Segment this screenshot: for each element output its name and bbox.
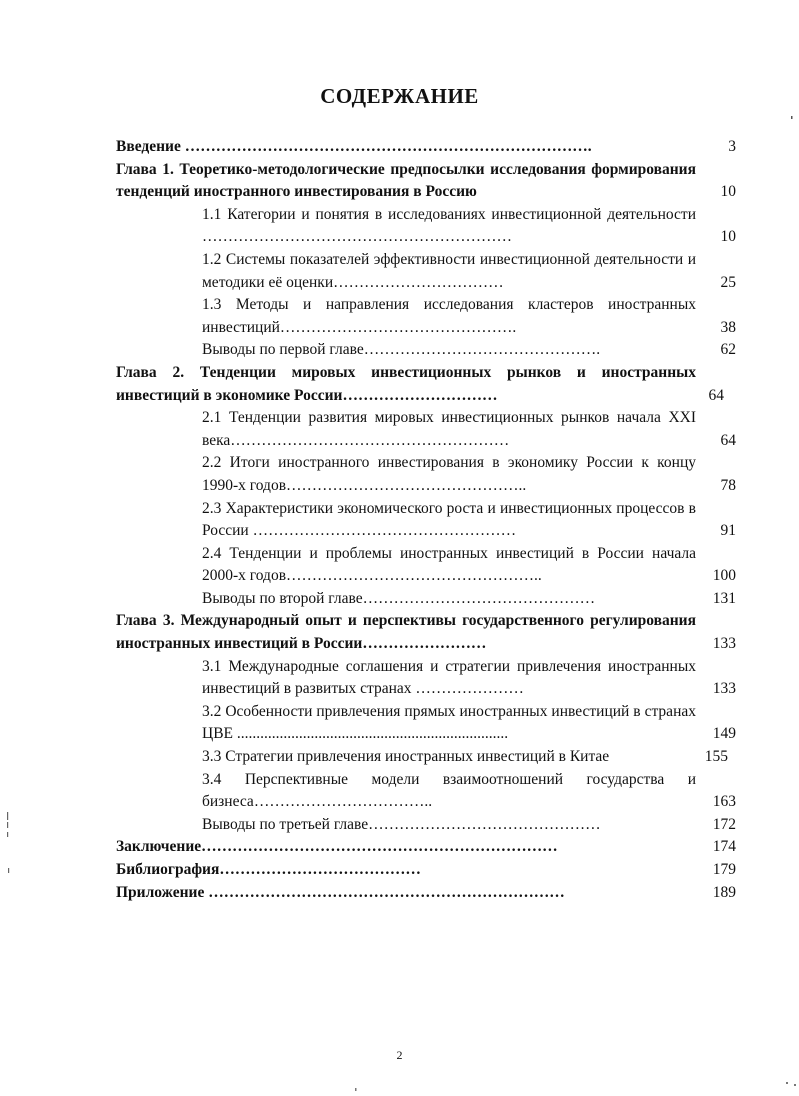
toc-entry-introduction — [116, 136, 746, 159]
toc-page-number: 174 — [712, 838, 736, 856]
toc-page-number: 163 — [712, 793, 736, 811]
table-of-contents — [116, 136, 746, 904]
toc-entry-text: Глава 1. Теоретико-методологические предпосылки исследования формирования тенденций иностранного инвестирования в Россию — [116, 160, 696, 201]
page-title: СОДЕРЖАНИЕ — [320, 84, 479, 108]
toc-entry-text: 2.2 Итоги иностранного инвестирования в экономику России к концу 1990-х годов……………………………………….. — [202, 454, 696, 494]
toc-entry-bibliography — [116, 859, 746, 882]
toc-page-number: 64 — [708, 386, 724, 404]
toc-entry-text: Приложение …………………………………………………………… — [116, 883, 565, 901]
toc-entry-section-1-2 — [116, 249, 746, 294]
toc-entry-text: 1.3 Методы и направления исследования кластеров иностранных инвестиций………………………………………. — [202, 296, 696, 336]
toc-page-number: 172 — [712, 815, 736, 833]
toc-entry-text: Выводы по первой главе………………………………………. — [202, 341, 601, 359]
toc-entry-text: Введение ……………………………………………………………………. — [116, 138, 592, 155]
toc-page-number: 100 — [712, 567, 736, 585]
toc-page-number: 189 — [712, 883, 736, 901]
toc-entry-appendix — [116, 882, 746, 905]
toc-page-number: 38 — [720, 318, 736, 336]
toc-page-number: 91 — [720, 522, 736, 540]
toc-entry-text: Выводы по второй главе……………………………………… — [202, 589, 596, 607]
toc-entry-text: Выводы по третьей главе……………………………………… — [202, 815, 601, 833]
toc-entry-conclusions-3 — [116, 814, 746, 837]
toc-entry-section-3-2 — [116, 701, 746, 746]
toc-page-number: 133 — [712, 635, 736, 653]
toc-page-number: 155 — [704, 748, 728, 766]
toc-entry-section-2-3 — [116, 498, 746, 543]
toc-entry-conclusions-2 — [116, 588, 746, 611]
toc-page-number: 62 — [720, 341, 736, 359]
toc-page-number: 133 — [712, 680, 736, 698]
toc-page-number: 10 — [720, 228, 736, 246]
toc-entry-section-3-3 — [116, 746, 746, 769]
toc-entry-section-1-1 — [116, 204, 746, 249]
toc-entry-text: Глава 2. Тенденции мировых инвестиционных рынков и иностранных инвестиций в экономике России………………………… — [116, 363, 696, 404]
toc-entry-section-3-1 — [116, 656, 746, 701]
toc-entry-section-1-3 — [116, 294, 746, 339]
toc-entry-section-2-1 — [116, 407, 746, 452]
toc-entry-text: 1.2 Системы показателей эффективности инвестиционной деятельности и методики её оценки…………………………… — [202, 250, 696, 291]
toc-entry-text: 3.2 Особенности привлечения прямых иностранных инвестиций в странах ЦВЕ ...................................................................... — [202, 702, 696, 743]
footer-page-number: 2 — [396, 1048, 403, 1062]
toc-entry-text: 2.3 Характеристики экономического роста и инвестиционных процессов в России …………………………………………… — [202, 499, 696, 540]
toc-page-number: 131 — [712, 589, 736, 607]
toc-page-number: 10 — [720, 183, 736, 201]
toc-entry-section-2-4 — [116, 543, 746, 588]
toc-entry-text: 3.4 Перспективные модели взаимоотношений государства и бизнеса…………………………….. — [202, 770, 696, 811]
toc-page-number: 78 — [720, 476, 736, 494]
toc-page-number: 25 — [720, 273, 736, 291]
toc-entry-conclusions-1 — [116, 339, 746, 362]
toc-entry-conclusion — [116, 836, 746, 859]
toc-entry-chapter-3 — [116, 610, 746, 655]
toc-entry-text: 2.4 Тенденции и проблемы иностранных инвестиций в России начала 2000-х годов………………………………………….. — [202, 544, 696, 585]
toc-page-number: 179 — [712, 861, 736, 878]
toc-entry-text: 2.1 Тенденции развития мировых инвестиционных рынков начала XXI века……………………………………………… — [202, 409, 696, 449]
toc-entry-text: Библиография………………………………… — [116, 861, 421, 878]
toc-entry-text: Заключение…………………………………………………………… — [116, 838, 558, 856]
toc-entry-chapter-1 — [116, 159, 746, 204]
toc-page-number: 149 — [712, 725, 736, 743]
toc-entry-text: Глава 3. Международный опыт и перспективы государственного регулирования иностранных инвестиций в России…………………… — [116, 612, 696, 653]
toc-entry-section-2-2 — [116, 452, 746, 497]
toc-entry-text: 3.3 Стратегии привлечения иностранных инвестиций в Китае — [202, 748, 610, 766]
toc-entry-text: 1.1 Категории и понятия в исследованиях инвестиционной деятельности …………………………………………………… — [202, 205, 696, 246]
toc-page-number: 64 — [720, 431, 736, 449]
toc-page-number: 3 — [728, 138, 736, 155]
toc-entry-text: 3.1 Международные соглашения и стратегии привлечения иностранных инвестиций в развитых странах ………………… — [202, 657, 696, 698]
toc-entry-section-3-4 — [116, 769, 746, 814]
toc-entry-chapter-2 — [116, 362, 746, 407]
